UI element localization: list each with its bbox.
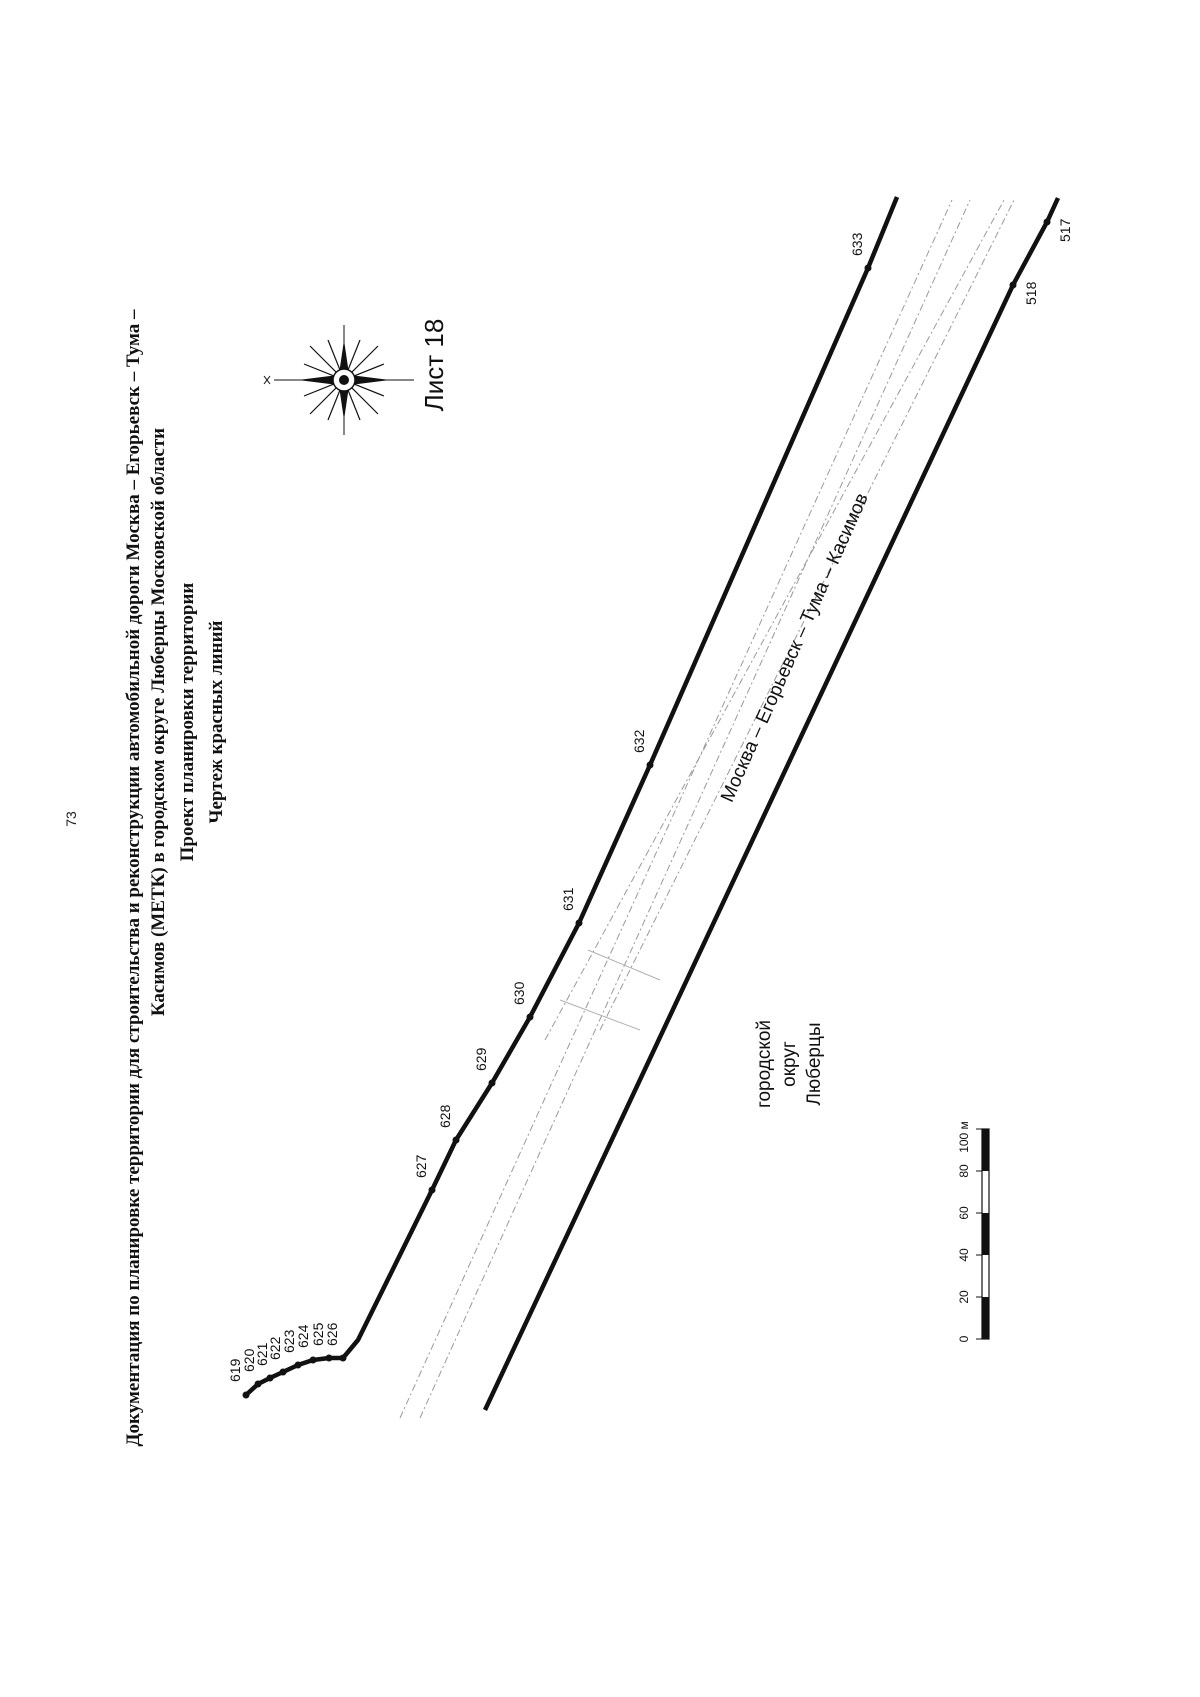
point-label: 627 [413,1154,429,1178]
district-label-line: округ [779,1041,800,1087]
scale-tick: 20 [957,1290,971,1304]
title-line-4: Чертеж красных линий [206,620,227,824]
scale-tick: 40 [957,1248,971,1262]
point-label: 623 [281,1329,297,1353]
point-label: 628 [437,1104,453,1128]
district-label-line: городской [754,1019,775,1109]
scale-tick: 60 [957,1206,971,1220]
title-line-1: Документация по планировке территории для строительства и реконструкции автомобильной дороги Москва – Егорьевск – Тума – [123,309,144,1447]
point-label: 631 [560,887,576,911]
point-label: 632 [631,729,647,753]
point-label: 622 [267,1336,283,1360]
point-label: 518 [1023,281,1039,305]
cross-section-marks [560,950,660,1030]
point-label: 630 [511,981,527,1005]
point-label: 620 [241,1348,257,1372]
point-label: 624 [295,1324,311,1348]
scale-tick: 0 [957,1335,971,1343]
title-line-2: Касимов (МЕТК) в городском округе Люберцы Московской области [148,427,169,1017]
road-edges [400,200,1014,1418]
lower-red-line [485,198,1058,1410]
lower-point-labels [1023,218,1073,305]
point-label: 629 [473,1047,489,1071]
scale-tick: 80 [957,1164,971,1178]
point-label: 517 [1057,218,1073,242]
point-label: 626 [324,1322,340,1346]
road-label: Москва – Егорьевск – Тума – Касимов [717,490,873,806]
district-label-line: Люберцы [804,1022,825,1106]
scale-tick: 100 м [957,1121,971,1153]
page-number: 73 [63,811,79,827]
title-block [123,309,227,1447]
title-line-3: Проект планировки территории [177,582,198,862]
point-label: 633 [849,232,865,256]
district-label [754,1020,825,1108]
north-arrow-icon [264,325,414,435]
point-label: 621 [254,1342,270,1366]
scale-bar [957,1121,989,1342]
point-markers [243,219,1051,1399]
point-label: 625 [310,1322,326,1346]
sheet-label: Лист 18 [419,318,449,412]
point-label: 619 [227,1358,243,1382]
